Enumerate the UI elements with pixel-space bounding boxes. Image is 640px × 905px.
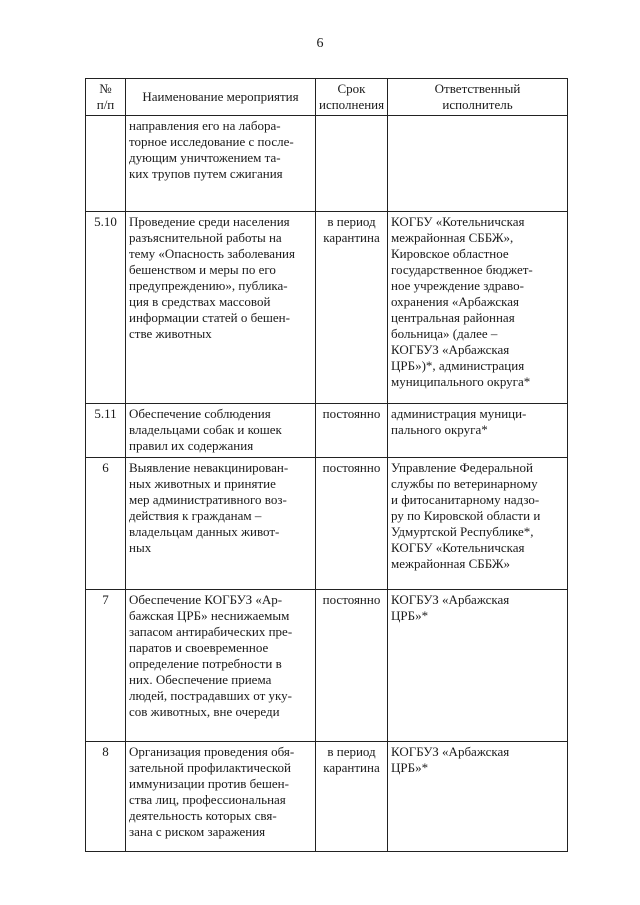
table-row bbox=[86, 590, 568, 742]
row-responsible: Управление Федеральной службы по ветеринарному и фитосанитарному надзо- ру по Кировской области и Удмуртской Республике*, КОГБУ «Котельничская межрайонная СББЖ» bbox=[388, 458, 568, 590]
table-row bbox=[86, 212, 568, 404]
header-name: Наименование мероприятия bbox=[126, 79, 316, 116]
row-term: в период карантина bbox=[316, 212, 388, 404]
row-responsible bbox=[388, 116, 568, 212]
header-responsible: Ответственный исполнитель bbox=[388, 79, 568, 116]
row-name: Проведение среди населения разъяснительной работы на тему «Опасность заболевания бешенством и меры по его предупреждению», публика- ция в средствах массовой информации статей о бешен- стве животных bbox=[126, 212, 316, 404]
row-name: направления его на лабора- торное исследование с после- дующим уничтожением та- ких трупов путем сжигания bbox=[126, 116, 316, 212]
row-term: постоянно bbox=[316, 590, 388, 742]
table-row bbox=[86, 404, 568, 458]
row-name: Выявление невакцинирован- ных животных и принятие мер административного воз- действия к гражданам – владельцам данных живот- ных bbox=[126, 458, 316, 590]
row-name: Организация проведения обя- зательной профилактической иммунизации против бешен- ства лиц, профессиональная деятельность которых свя- зана с риском заражения bbox=[126, 742, 316, 852]
row-num: 6 bbox=[86, 458, 126, 590]
measures-table bbox=[85, 78, 568, 852]
table-row bbox=[86, 116, 568, 212]
row-term: постоянно bbox=[316, 404, 388, 458]
row-name: Обеспечение КОГБУЗ «Ар- бажская ЦРБ» неснижаемым запасом антирабических пре- паратов и своевременное определение потребности в них. Обеспечение приема людей, пострадавших от уку- сов животных, вне очереди bbox=[126, 590, 316, 742]
table-row bbox=[86, 458, 568, 590]
row-responsible: КОГБУ «Котельничская межрайонная СББЖ», Кировское областное государственное бюджет- ное учреждение здраво- охранения «Арбажская центральная районная больница» (далее – КОГБУЗ «Арбажская ЦРБ»)*, администрация муниципального округа* bbox=[388, 212, 568, 404]
row-responsible: администрация муници- пального округа* bbox=[388, 404, 568, 458]
row-term: в период карантина bbox=[316, 742, 388, 852]
header-num: № п/п bbox=[86, 79, 126, 116]
row-num: 7 bbox=[86, 590, 126, 742]
row-responsible: КОГБУЗ «Арбажская ЦРБ»* bbox=[388, 742, 568, 852]
table-header-row bbox=[86, 79, 568, 116]
table-row bbox=[86, 742, 568, 852]
row-num: 5.10 bbox=[86, 212, 126, 404]
page-number: 6 bbox=[316, 36, 324, 51]
row-responsible: КОГБУЗ «Арбажская ЦРБ»* bbox=[388, 590, 568, 742]
row-name: Обеспечение соблюдения владельцами собак и кошек правил их содержания bbox=[126, 404, 316, 458]
row-term bbox=[316, 116, 388, 212]
header-term: Срок исполнения bbox=[316, 79, 388, 116]
row-term: постоянно bbox=[316, 458, 388, 590]
row-num: 8 bbox=[86, 742, 126, 852]
row-num: 5.11 bbox=[86, 404, 126, 458]
row-num bbox=[86, 116, 126, 212]
